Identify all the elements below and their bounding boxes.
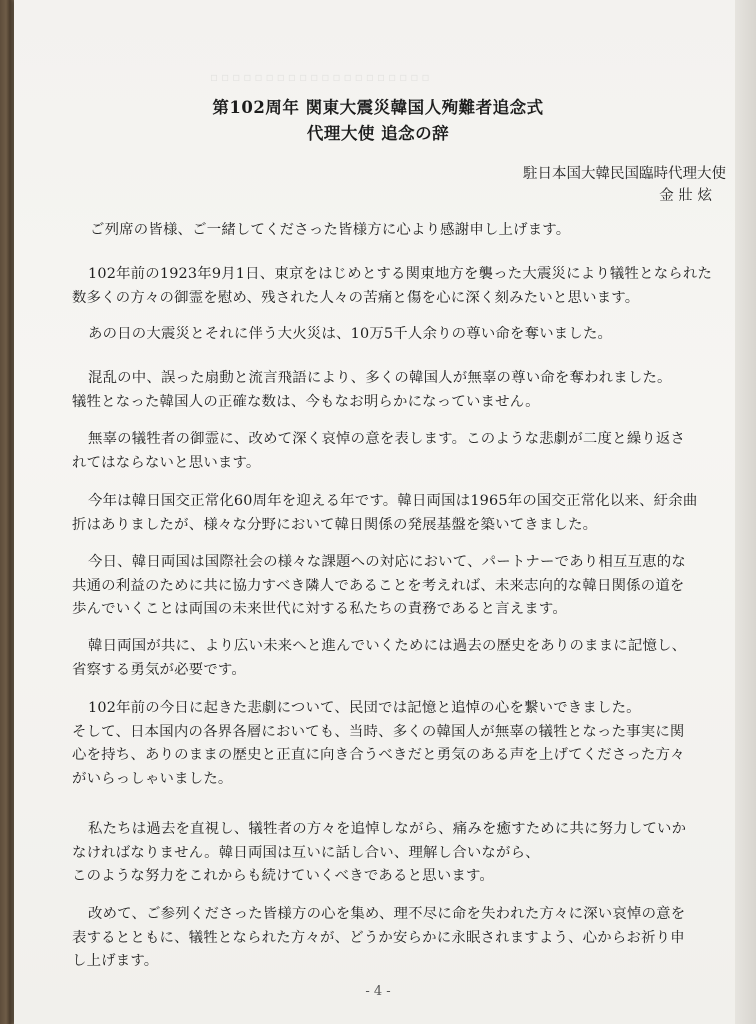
document-subtitle: 代理大使 追念の辞 <box>306 124 450 143</box>
paragraph-9: 102年前の今日に起きた悲劇について、民団では記憶と追悼の心を繋いできました。 そして、日本国内の各界各層においても、当時、多くの韓国人が無辜の犠牲となった事実に関 心を持ち、ありのままの歴史と正直に向き合うべきだと勇気のある声を上げてくださった方々 がいらっしゃいました。 <box>72 700 685 787</box>
paragraph-10: 私たちは過去を直視し、犠牲者の方々を追悼しながら、痛みを癒すために共に努力していか なければなりません。韓日両国は互いに話し合い、理解し合いながら、 このような努力をこれからも続けていくべきであると思います。 <box>72 821 687 884</box>
paragraph-11: 改めて、ご参列くださった皆様方の心を集め、理不尽に命を失われた方々に深い哀悼の意を 表するとともに、犠牲となられた方々が、どうか安らかに永眠されますよう、心からお祈り申 し上げます。 <box>72 906 686 969</box>
paragraph-2: 102年前の1923年9月1日、東京をはじめとする関東地方を襲った大震災により犠牲となられた 数多くの方々の御霊を慰め、残された人々の苦痛と傷を心に深く刻みたいと思います。 <box>72 266 713 306</box>
paragraph-6: 今年は韓日国交正常化60周年を迎える年です。韓日両国は1965年の国交正常化以来、紆余曲 折はありましたが、様々な分野において韓日関係の発展基盤を築いてきました。 <box>72 493 698 533</box>
page-number: - 4 - <box>365 984 391 999</box>
paragraph-7: 今日、韓日両国は国際社会の様々な課題への対応において、パートナーであり相互互恵的な 共通の利益のために共に協力すべき隣人であることを考えれば、未来志向的な韓日関係の道を 歩んでいくことは両国の未来世代に対する私たちの責務であると言えます。 <box>72 554 686 617</box>
paragraph-4: 混乱の中、誤った扇動と流言飛語により、多くの韓国人が無辜の尊い命を奪われました。 犠牲となった韓国人の正確な数は、今もなお明らかになっていません。 <box>72 370 672 410</box>
paragraph-8: 韓日両国が共に、より広い未来へと進んでいくためには過去の歴史をありのままに記憶し、 省察する勇気が必要です。 <box>72 638 687 678</box>
sender-title: 駐日本国大韓民国臨時代理大使 <box>523 166 726 182</box>
page-edge <box>735 0 756 1024</box>
sender-name: 金 壯 炫 <box>659 188 712 204</box>
bleed-through-text: ▫▫▫▫▫▫▫▫▫▫▫▫▫▫▫▫▫▫▫▫ <box>210 70 433 84</box>
document-title: 第102周年 関東大震災韓国人殉難者追念式 <box>212 98 544 117</box>
paragraph-1: ご列席の皆様、ご一緒してくださった皆様方に心より感謝申し上げます。 <box>90 222 571 238</box>
paragraph-5: 無辜の犠牲者の御霊に、改めて深く哀悼の意を表します。このような悲劇が二度と繰り返さ れてはならないと思います。 <box>72 431 686 471</box>
paragraph-3: あの日の大震災とそれに伴う大火災は、10万5千人余りの尊い命を奪いました。 <box>88 326 613 342</box>
